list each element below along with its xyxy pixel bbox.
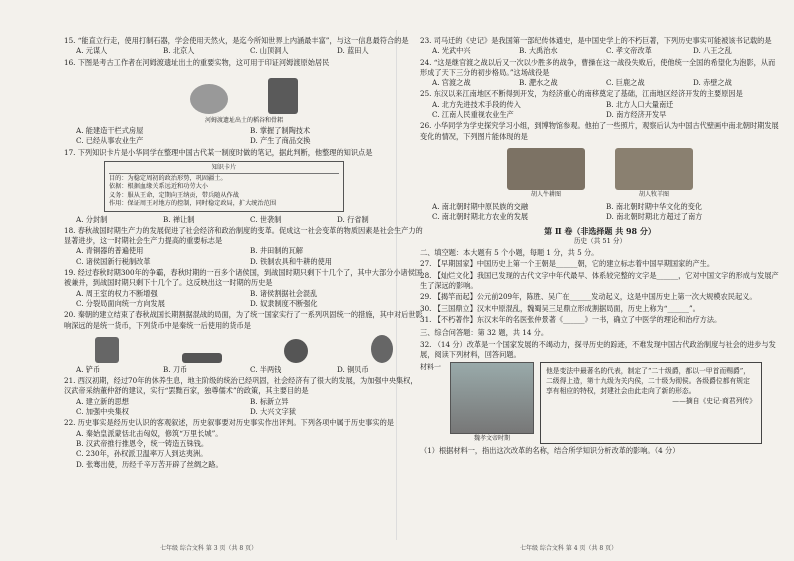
bone-spade-image [268, 78, 298, 114]
q15-option-d: D. 蓝田人 [337, 46, 369, 56]
q19-options [64, 289, 424, 310]
q20-options [64, 365, 424, 375]
q21-number: 21. [64, 376, 76, 386]
ox-plowing-figure [507, 148, 585, 200]
question-15 [64, 36, 424, 57]
q22-option-c: C. 230年，孙权派卫温率万人到达夷洲。 [76, 449, 208, 459]
spade-coin-image [95, 337, 119, 363]
q19-option-b: B. 诸侯割据社会混乱 [250, 288, 318, 298]
question-22 [64, 418, 424, 469]
q24-option-b: B. 淝水之战 [519, 78, 558, 88]
left-column [64, 36, 424, 471]
right-column [420, 36, 780, 458]
section-subtitle: 历史（共 51 分） [573, 236, 627, 245]
banliang-coin-image [284, 339, 308, 363]
q17-text: 下列知识卡片是小华同学在整理中国古代某一制度时做的笔记，据此判断，他整理的知识点是 [77, 147, 373, 157]
q18-options [64, 246, 424, 267]
question-23 [420, 36, 780, 57]
question-31: 31. 【不朽著作】东汉末年的名医张仲景著《______》一书，确立了中医学的理论和治疗方法。 [420, 314, 722, 324]
q22-options [64, 429, 424, 470]
q23-option-a: A. 光武中兴 [432, 46, 471, 56]
q17-options [64, 215, 424, 225]
q20-figures [64, 333, 424, 363]
q16-option-c: C. 已经从事农业生产 [76, 136, 144, 146]
q26-option-b: B. 南北朝时期中华文化的变化 [606, 201, 703, 211]
q22-text: 历史事实是经历史认识的客观叙述，历史叙事要对历史事实作出评判。下列各项中属于历史事实的是 [77, 418, 394, 428]
part3-heading: 三、综合问答题：第 32 题，共 14 分。 [420, 328, 549, 338]
q21-option-c: C. 加强中央集权 [76, 407, 129, 417]
q19-option-d: D. 奴隶制度不断强化 [250, 298, 318, 308]
right-page-footer: 七年级 综合文科 第 4 页（共 8 页） [520, 545, 618, 552]
ox-plowing-image [507, 148, 585, 190]
q15-number: 15. [64, 36, 76, 45]
question-19 [64, 268, 424, 309]
q18-text: 春秋战国时期生产力的发展促进了社会经济和政治制度的变革。促成这一社会变革的物质因素是社会生产力的显著进步，这一时期社会生产力提高的重要标志是 [64, 225, 423, 246]
q21-options [64, 397, 424, 418]
q24-option-d: D. 赤壁之战 [693, 78, 732, 88]
q21-text: 西汉初期，经过70年的休养生息，地主阶级的统治已经巩固，社会经济有了很大的发展，为加强中央集权，汉武帝采纳董仲舒的建议，实行“罢黜百家，独尊儒术”的政策，其主要目的是 [64, 376, 418, 396]
q23-option-d: D. 八王之乱 [693, 46, 732, 56]
rice-grain-image [190, 84, 228, 114]
q19-option-a: A. 周王室的权力不断增强 [76, 288, 158, 298]
painting-block [450, 362, 534, 444]
q26-figures [420, 144, 780, 200]
q20-option-b: B. 刀币 [163, 364, 188, 374]
question-32: 32. （14 分）改革是一个国家发展的不竭动力，探寻历史的踪迹，不难发现中国古代政治制度与社会的进步与发展，阅读下列材料，回答问题。 [420, 339, 776, 359]
sheep-herding-caption: 胡人牧羊图 [638, 190, 669, 198]
q18-option-a: A. 青铜器的普遍使用 [76, 246, 144, 256]
q20-option-d: D. 铜贝币 [337, 364, 369, 374]
q23-option-c: C. 孝文帝改革 [606, 46, 652, 56]
question-17 [64, 148, 424, 225]
question-27: 27. 【早期国家】中国历史上第一个王朝是______朝，它的建立标志着中国早期国家的产生。 [420, 259, 715, 269]
q16-options [64, 126, 424, 147]
q24-options [420, 78, 780, 88]
q16-number: 16. [64, 57, 76, 67]
q26-options [420, 202, 780, 223]
q20-number: 20. [64, 310, 76, 320]
part2-heading: 二、填空题：本大题有 5 个小题，每题 1 分，共 5 分。 [420, 248, 599, 258]
q15-option-b: B. 北京人 [163, 46, 195, 56]
sheep-herding-figure [615, 148, 693, 200]
q15-option-a: A. 元谋人 [76, 46, 108, 56]
q17-option-a: A. 分封制 [76, 214, 108, 224]
q26-option-a: A. 南北朝时期中原民族的交融 [432, 201, 529, 211]
knowledge-card-line: 义务：服从王命，定期向王纳贡，带兵随从作战 [109, 191, 239, 199]
knowledge-card-line: 作用：保证周王对地方的控制，同时稳定政局，扩大统治范围 [109, 200, 277, 208]
question-28: 28. 【灿烂文化】我国已发现的古代文字中年代最早、体系较完整的文字是______，它对中国文字的形成与发展产生了深远的影响。 [420, 270, 779, 291]
q18-option-d: D. 铁制农具和牛耕的使用 [250, 256, 332, 266]
q25-option-a: A. 北方先进技术手段的传入 [432, 99, 521, 109]
q17-number: 17. [64, 147, 76, 157]
q15-text: “能直立行走，使用打制石器，学会使用天然火，是迄今所知世界上内涵最丰富”，与这一信息最符合的是 [77, 36, 409, 45]
q21-option-b: B. 标新立异 [250, 396, 289, 406]
q16-option-b: B. 掌握了制陶技术 [250, 126, 311, 136]
q22-option-d: D. 张骞出使，历经千辛万苦开辟了丝绸之路。 [76, 459, 223, 469]
material-one [420, 362, 780, 444]
quote-text: 他是变法中最著名的代表，制定了“二十级爵，都以一甲首而赐爵”，二级得上造，第十九级为关内侯，二十级为彻侯。各级爵位都有规定享有相应的特权，封建社会由此走向了新的形态。 [546, 367, 751, 396]
q23-options [420, 46, 780, 56]
q25-number: 25. [420, 89, 432, 99]
q20-text: 秦朝的建立结束了春秋战国长期割据混战的局面，为了统一国家实行了一系列巩固统一的措施，其中对后世影响深远的是统一货币，下列货币中是秦统一后使用的货币是 [64, 310, 423, 330]
left-page-footer: 七年级 综合文科 第 3 页（共 8 页） [160, 545, 258, 552]
q22-option-b: B. 汉武帝推行推恩令，统一铸造五铢钱。 [76, 438, 209, 448]
knowledge-card [104, 161, 344, 212]
knowledge-card-title: 知识卡片 [109, 164, 339, 174]
question-20 [64, 310, 424, 375]
q26-text: 小华同学为学史探究学习小组，到博物馆参观。他拍了一些照片，观察后认为中国古代壁画中南北朝时期发展变化的情况，下列图片能体现的是 [420, 121, 779, 141]
q19-number: 19. [64, 268, 76, 278]
question-21 [64, 376, 424, 417]
bronze-shell-coin-image [371, 335, 393, 363]
question-24 [420, 58, 780, 89]
question-25 [420, 89, 780, 120]
q16-caption: 河姆渡遗址出土的稻谷和骨耜 [204, 116, 283, 124]
material-quote [540, 362, 762, 444]
ox-plowing-caption: 胡人牛耕图 [530, 190, 561, 198]
section-title: 第 Ⅱ 卷（非选择题 共 98 分） [544, 225, 656, 236]
q25-option-d: D. 南方经济开发早 [606, 110, 667, 120]
historical-painting-image [450, 362, 534, 434]
question-18 [64, 226, 424, 267]
q22-number: 22. [64, 418, 76, 428]
q24-option-a: A. 官渡之战 [432, 78, 471, 88]
q17-option-d: D. 行省制 [337, 214, 369, 224]
q17-option-b: B. 禅让制 [163, 214, 195, 224]
q18-option-c: C. 诸侯国新行税制改革 [76, 256, 151, 266]
q17-option-c: C. 世袭制 [250, 214, 282, 224]
painting-caption: 魏孝文帝时期 [473, 435, 510, 443]
q25-option-b: B. 北方人口大量南迁 [606, 99, 674, 109]
sheep-herding-image [615, 148, 693, 190]
quote-source: ——摘自《史记·商君列传》 [672, 397, 756, 406]
q25-text: 东汉以来江南地区不断得到开发，为经济重心的南移奠定了基础，江南地区经济开发的主要原因是 [433, 89, 743, 99]
q15-option-c: C. 山顶洞人 [250, 46, 289, 56]
q24-text: “这是继官渡之战以后又一次以少胜多的战争，曹操在这一战役失败后，使他统一全国的希望化为泡影，从而形成了天下三分的初步格局。”这场战役是 [420, 57, 776, 77]
knowledge-card-line: 依据：根据血缘关系远近和功劳大小 [109, 183, 208, 191]
material-label: 材料一 [420, 363, 441, 372]
knowledge-card-line: 目的：为稳定周初的政治形势，巩固疆土。 [109, 174, 227, 182]
q16-option-a: A. 能建造干栏式房屋 [76, 126, 144, 136]
q19-text: 经过春秋时期300年的争霸，春秋时期的一百多个诸侯国，到战国时期只剩下十几个了，其中大部分小诸侯国被兼并，到战国时期只剩下十几个了。这反映出这一时期的历史是 [64, 268, 423, 288]
q25-options [420, 100, 780, 121]
q23-number: 23. [420, 36, 432, 45]
q20-option-c: C. 半两钱 [250, 364, 282, 374]
sub-question-1: （1）根据材料一，指出这次改革的名称，结合所学知识分析改革的影响。（4 分） [420, 446, 680, 456]
question-29: 29. 【揭竿而起】公元前209年，陈胜、吴广在______发动起义，这是中国历史上第一次大规模农民起义。 [420, 292, 757, 302]
q21-option-d: D. 大兴文字狱 [250, 407, 297, 417]
knife-coin-image [182, 353, 222, 363]
q24-option-c: C. 巨鹿之战 [606, 78, 645, 88]
q26-number: 26. [420, 121, 432, 131]
q18-number: 18. [64, 225, 76, 235]
q16-figure [64, 70, 424, 114]
q22-option-a: A. 秦始皇派蒙恬北击匈奴，修筑“万里长城”。 [76, 428, 223, 438]
q21-option-a: A. 建立新的思想 [76, 396, 129, 406]
q16-option-d: D. 产生了商品交换 [250, 136, 311, 146]
q25-option-c: C. 江南人民重视农业生产 [432, 110, 514, 120]
q26-option-d: D. 南北朝时期北方超过了南方 [606, 212, 703, 222]
q16-text: 下图是考古工作者在河姆渡遗址出土的重要实物，这可用于印证河姆渡原始居民 [77, 57, 330, 67]
question-16 [64, 58, 424, 147]
q24-number: 24. [420, 57, 432, 67]
q20-option-a: A. 铲币 [76, 364, 101, 374]
question-30: 30. 【三国鼎立】汉末中原混乱，魏蜀吴三足鼎立形成割据局面，历史上称为“______”。 [420, 303, 700, 313]
q18-option-b: B. 井田制的瓦解 [250, 246, 303, 256]
q26-option-c: C. 南北朝时期北方农业的发展 [432, 212, 529, 222]
question-26 [420, 121, 780, 222]
q23-text: 司马迁的《史记》是我国第一部纪传体通史，是中国史学上的不朽巨著，下列历史事实可能被该书记载的是 [433, 36, 772, 45]
q23-option-b: B. 大禹治水 [519, 46, 558, 56]
q19-option-c: C. 分裂局面向统一方向发展 [76, 298, 165, 308]
q15-options [64, 46, 424, 56]
